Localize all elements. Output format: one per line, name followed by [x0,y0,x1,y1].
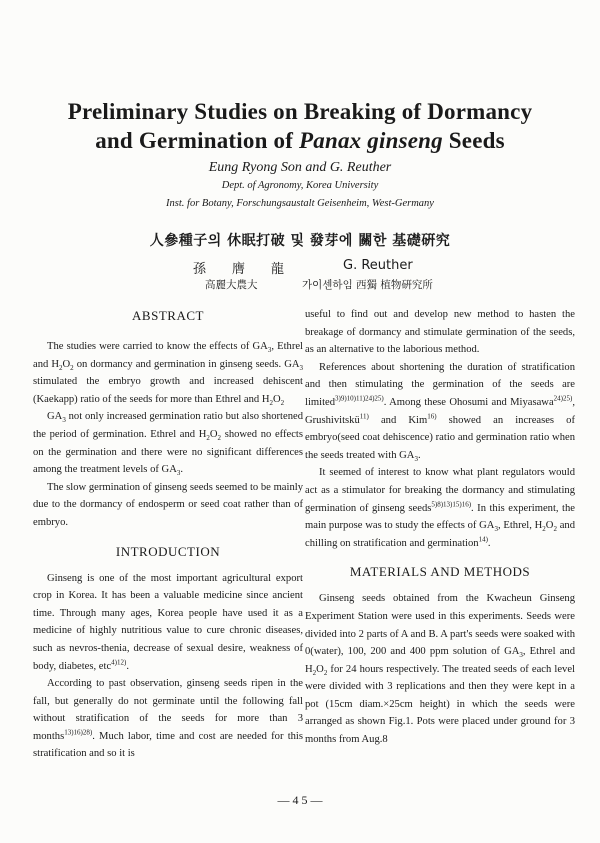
abstract-paragraph-1: The studies were carried to know the effects of $GA_3$, Ethrel and $H_2O_2$ on dormancy and germination in ginseng seeds. $GA_3$ stimulated the embryo growth and increased dehiscent (Kaekapp) ratio of the seeds for more than Ethrel and $H_2O_2$ [33,341,303,407]
introduction-heading: INTRODUCTION [115,543,221,559]
intro-paragraph-1: Ginseng is one of the most important agricultural export crop in Korea. It has been a valuable medicine since ancient time. Through many ages, Korea people have used it as a medicine of highly nutritious value to cure chronic diseases, such as nevros-thenia, decrease of sexual desire, weakness of body, diabetes, etc$^{4)12)}$. [33,572,303,672]
right-paragraph-2: References about shortening the duration of stratification and then stimulating the germination of the seeds are limited$^{3)9)10)11)24)25)}$. Among these Ohosumi and Miyasawa$^{24)25)}$, Grushivitskü$^{11)}$ and Kim$^{16)}$ showed an increases of embryo(seed coat dehiscence) ratio and germination ratio when the seeds treated with $GA_3$. [305,361,575,463]
korean-author-1: 孫 膺 龍 [193,262,285,277]
right-column [305,306,575,749]
affiliation-1: Dept. of Agronomy, Korea University [221,180,379,191]
right-paragraph-3: It seemed of interest to know what plant regulators would act as a stimulator for breaking the dormancy and stimulating germination of ginseng seeds$^{5)8)13)15)16)}$. In this experiment, the main purpose was to study the effects of $GA_3$, Ethrel, $H_2O_2$ and chilling on stratification and germination$^{14)}$. [305,467,575,549]
affiliation-2: Inst. for Botany, Forschungsaustalt Geisenheim, West-Germany [166,198,434,209]
methods-heading: MATERIALS AND METHODS [349,564,531,580]
abstract-heading: ABSTRACT [132,308,204,323]
paper-title-line2: and Germination of Panax ginseng Seeds [95,128,505,153]
korean-affiliation-2: 가이센하임 西獨 植物硏究所 [302,279,433,291]
intro-paragraph-2: According to past observation, ginseng seeds ripen in the fall, but generally do not germinate until the following fall without stratification of the seeds for more than 3 months$^{13)16)28)}$. Much labor, time and cost are needed for this stratification and so it is [33,678,303,760]
right-paragraph-1: useful to find out and develop new method to hasten the breakage of dormancy and stimulate germination of the seeds, as an alternative to the laborious method. [305,309,575,356]
korean-affiliation-1: 高麗大農大 [205,279,258,291]
methods-paragraph-1: Ginseng seeds obtained from the Kwacheun Ginseng Experiment Station were used in this experiments. Seeds were divided into 2 parts of A and B. A part's seeds were soaked with 0(water), 100, 200 and 400 ppm solution of $GA_3$, Ethrel and $H_2O_2$ for 24 hours respectively. The treated seeds of each level were divided with 3 replications and then they were kept in a pot (15cm diam.×25cm height) in which the seeds were arranged as shown Fig.1. Pots were placed under ground for 3 months from Aug.8 [305,593,575,746]
page-number: — 4 5 — [277,793,323,807]
korean-title: 人參種子의 休眠打破 및 發芽에 關한 基礎硏究 [149,233,451,249]
paper-title-line1: Preliminary Studies on Breaking of Dormancy [67,99,533,124]
abstract-paragraph-3: The slow germination of ginseng seeds seemed to be mainly due to the dormancy of endosperm or seed coat rather than of embryo. [33,481,303,528]
authors: Eung Ryong Son and G. Reuther [208,160,392,175]
left-column [33,306,303,763]
korean-author-2: G. Reuther [343,258,413,273]
abstract-paragraph-2: $GA_3$ not only increased germination ratio but also shortened the period of germination. Ethrel and $H_2O_2$ showed no effects on the germination and there were no significant differences among the treatment levels of $GA_3$. [33,411,303,478]
